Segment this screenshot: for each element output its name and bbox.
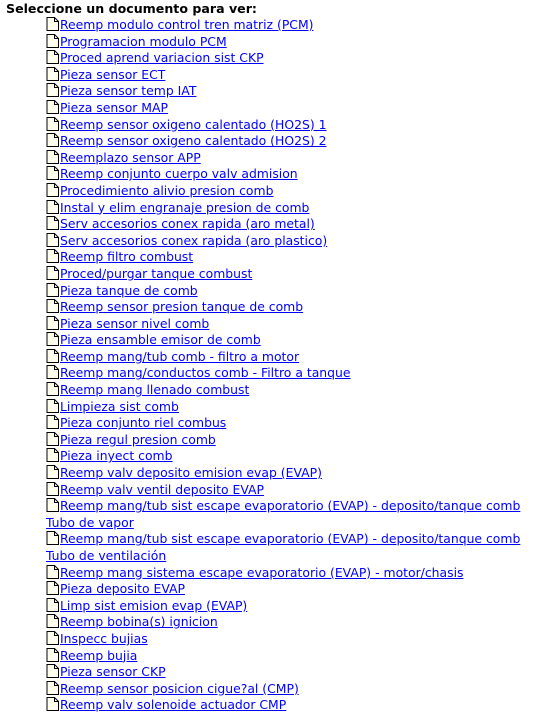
list-item	[46, 332, 536, 349]
document-icon[interactable]	[46, 648, 59, 662]
document-link[interactable]: Reemp mang llenado combust	[60, 382, 250, 398]
document-icon[interactable]	[46, 465, 59, 479]
list-item	[46, 34, 536, 51]
document-icon[interactable]	[46, 117, 59, 131]
document-icon[interactable]	[46, 283, 59, 297]
document-icon[interactable]	[46, 133, 59, 147]
document-link[interactable]: Pieza sensor temp IAT	[60, 83, 197, 99]
document-link[interactable]: Pieza regul presion comb	[60, 431, 216, 447]
document-link[interactable]: Serv accesorios conex rapida (aro metal)	[60, 216, 315, 232]
document-icon[interactable]	[46, 498, 59, 512]
document-link[interactable]: Pieza sensor CKP	[60, 664, 166, 680]
document-icon[interactable]	[46, 50, 59, 64]
list-item	[46, 382, 536, 399]
list-item	[46, 598, 536, 615]
document-link[interactable]: Reemp mang/conductos comb - Filtro a tanque	[60, 365, 351, 381]
list-item	[46, 233, 536, 250]
list-item	[46, 150, 536, 167]
document-link[interactable]: Reemp mang/tub comb - filtro a motor	[60, 348, 300, 364]
list-item	[46, 133, 536, 150]
document-link[interactable]: Limpieza sist comb	[60, 398, 179, 414]
list-item	[46, 399, 536, 416]
document-icon[interactable]	[46, 382, 59, 396]
document-icon[interactable]	[46, 83, 59, 97]
list-item	[46, 581, 536, 598]
document-link[interactable]: Reemp mang/tub sist escape evaporatorio (EVAP) - deposito/tanque comb Tubo de vapor	[46, 498, 521, 530]
document-icon[interactable]	[46, 17, 59, 31]
list-item	[46, 216, 536, 233]
document-link[interactable]: Reemp sensor posicion cigue?al (CMP)	[60, 680, 299, 696]
list-item	[46, 482, 536, 499]
document-list	[6, 17, 536, 714]
list-item	[46, 299, 536, 316]
document-icon[interactable]	[46, 166, 59, 180]
list-item	[46, 50, 536, 67]
document-link[interactable]: Pieza inyect comb	[60, 448, 173, 464]
document-link[interactable]: Proced aprend variacion sist CKP	[60, 50, 264, 66]
document-icon[interactable]	[46, 299, 59, 313]
list-item	[46, 117, 536, 134]
document-icon[interactable]	[46, 432, 59, 446]
document-icon[interactable]	[46, 448, 59, 462]
list-item	[46, 432, 536, 449]
document-link[interactable]: Pieza ensamble emisor de comb	[60, 332, 261, 348]
document-link[interactable]: Reemplazo sensor APP	[60, 149, 201, 165]
list-item	[46, 697, 536, 714]
document-link[interactable]: Reemp modulo control tren matriz (PCM)	[60, 17, 314, 32]
document-icon[interactable]	[46, 316, 59, 330]
document-link[interactable]: Reemp valv ventil deposito EVAP	[60, 481, 264, 497]
document-icon[interactable]	[46, 581, 59, 595]
document-link[interactable]: Pieza conjunto riel combus	[60, 415, 227, 431]
document-icon[interactable]	[46, 150, 59, 164]
document-icon[interactable]	[46, 216, 59, 230]
list-item	[46, 365, 536, 382]
list-item	[46, 166, 536, 183]
list-item	[46, 349, 536, 366]
list-item	[46, 200, 536, 217]
list-item	[46, 83, 536, 100]
document-icon[interactable]	[46, 415, 59, 429]
list-item	[46, 448, 536, 465]
list-item	[46, 67, 536, 84]
list-item	[46, 17, 536, 34]
list-item	[46, 565, 536, 582]
document-link[interactable]: Proced/purgar tanque combust	[60, 265, 253, 281]
document-link[interactable]: Instal y elim engranaje presion de comb	[60, 199, 310, 215]
document-icon[interactable]	[46, 183, 59, 197]
document-link[interactable]: Pieza sensor nivel comb	[60, 315, 210, 331]
document-link[interactable]: Reemp sensor oxigeno calentado (HO2S) 1	[60, 116, 327, 132]
document-icon[interactable]	[46, 365, 59, 379]
document-link[interactable]: Reemp sensor oxigeno calentado (HO2S) 2	[60, 133, 327, 149]
document-link[interactable]: Reemp bobina(s) ignicion	[60, 614, 218, 630]
page-heading: Seleccione un documento para ver:	[6, 1, 257, 16]
document-icon[interactable]	[46, 664, 59, 678]
document-link[interactable]: Pieza sensor ECT	[60, 66, 166, 82]
document-link[interactable]: Pieza sensor MAP	[60, 99, 168, 115]
document-icon[interactable]	[46, 249, 59, 263]
document-link[interactable]: Limp sist emision evap (EVAP)	[60, 597, 248, 613]
document-link[interactable]: Reemp valv deposito emision evap (EVAP)	[60, 465, 322, 481]
list-item	[46, 465, 536, 482]
document-link[interactable]: Reemp conjunto cuerpo valv admision	[60, 166, 298, 182]
document-icon[interactable]	[46, 67, 59, 81]
list-item	[46, 415, 536, 432]
document-icon[interactable]	[46, 598, 59, 612]
list-item	[46, 531, 536, 564]
list-item	[46, 614, 536, 631]
document-link[interactable]: Inspecc bujias	[60, 630, 148, 646]
document-link[interactable]: Reemp sensor presion tanque de comb	[60, 299, 304, 315]
document-link[interactable]: Serv accesorios conex rapida (aro plastico)	[60, 232, 328, 248]
document-link[interactable]: Reemp valv solenoide actuador CMP	[60, 697, 287, 713]
document-icon[interactable]	[46, 614, 59, 628]
list-item	[46, 664, 536, 681]
document-icon[interactable]	[46, 565, 59, 579]
document-icon[interactable]	[46, 332, 59, 346]
document-icon[interactable]	[46, 200, 59, 214]
document-link[interactable]: Pieza tanque de comb	[60, 282, 198, 298]
document-link[interactable]: Reemp mang sistema escape evaporatorio (EVAP) - motor/chasis	[60, 564, 464, 580]
list-item	[46, 249, 536, 266]
document-icon[interactable]	[46, 697, 59, 711]
list-item	[46, 631, 536, 648]
list-item	[46, 283, 536, 300]
document-link[interactable]: Reemp bujia	[60, 647, 138, 663]
document-icon[interactable]	[46, 531, 59, 545]
document-icon[interactable]	[46, 34, 59, 48]
document-link[interactable]: Procedimiento alivio presion comb	[60, 182, 274, 198]
document-link[interactable]: Reemp mang/tub sist escape evaporatorio (EVAP) - deposito/tanque comb Tubo de ventilación	[46, 531, 521, 563]
list-item	[46, 183, 536, 200]
document-icon[interactable]	[46, 399, 59, 413]
list-item	[46, 100, 536, 117]
document-icon[interactable]	[46, 266, 59, 280]
document-icon[interactable]	[46, 100, 59, 114]
list-item	[46, 316, 536, 333]
document-icon[interactable]	[46, 681, 59, 695]
list-item	[46, 648, 536, 665]
list-item	[46, 498, 536, 531]
list-item	[46, 266, 536, 283]
document-link[interactable]: Reemp filtro combust	[60, 249, 194, 265]
document-link[interactable]: Pieza deposito EVAP	[60, 581, 185, 597]
list-item	[46, 681, 536, 698]
document-icon[interactable]	[46, 482, 59, 496]
document-link[interactable]: Programacion modulo PCM	[60, 33, 227, 49]
document-icon[interactable]	[46, 349, 59, 363]
document-icon[interactable]	[46, 631, 59, 645]
document-icon[interactable]	[46, 233, 59, 247]
